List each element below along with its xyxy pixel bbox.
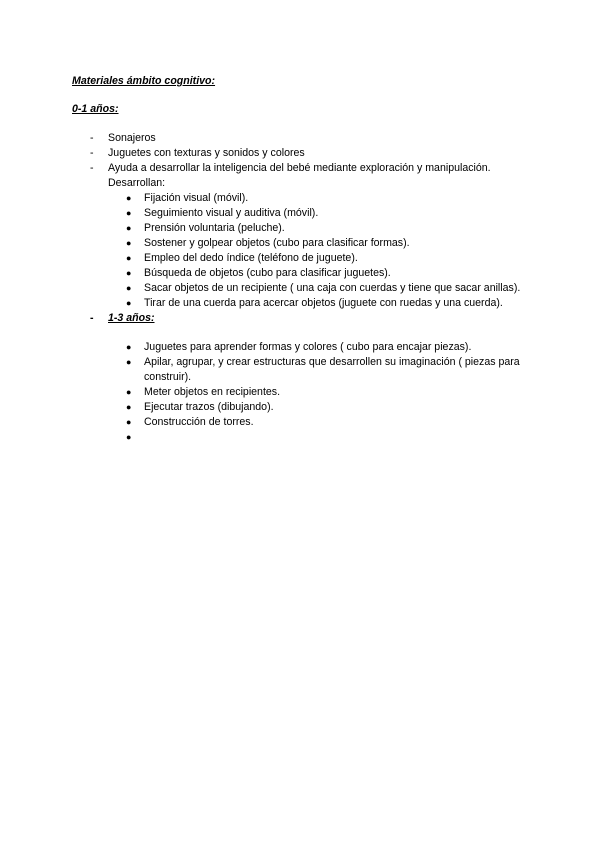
dash-list (90, 131, 530, 445)
bullet-text: Sacar objetos de un recipiente ( una caja con cuerdas y tiene que sacar anillas). (144, 282, 521, 294)
bullet-marker: ● (126, 402, 132, 412)
bullet-marker: ● (126, 387, 132, 397)
bullet-marker: ● (126, 253, 132, 263)
bullet-item (126, 340, 530, 355)
dash-marker: - (90, 147, 94, 159)
dash-marker: - (90, 312, 94, 324)
bullet-item (126, 191, 530, 206)
bullet-text: Meter objetos en recipientes. (144, 386, 281, 398)
bullet-marker: ● (126, 342, 132, 352)
bullet-text: Fijación visual (móvil). (144, 192, 249, 204)
bullet-item (126, 355, 530, 385)
bullet-text: Apilar, agrupar, y crear estructuras que desarrollen su imaginación ( piezas para construir). (144, 356, 520, 383)
list-item (90, 161, 530, 311)
bullet-marker: ● (126, 238, 132, 248)
list-item (90, 311, 530, 445)
bullet-list (108, 340, 530, 445)
bullet-marker: ● (126, 417, 132, 427)
bullet-list (108, 191, 530, 311)
bullet-marker: ● (126, 193, 132, 203)
bullet-item (126, 281, 530, 296)
bullet-item (126, 221, 530, 236)
list-item-text: Sonajeros (108, 132, 156, 144)
bullet-item (126, 296, 530, 311)
bullet-item (126, 251, 530, 266)
bullet-item (126, 430, 530, 445)
bullet-marker: ● (126, 268, 132, 278)
list-item (90, 131, 530, 146)
bullet-marker: ● (126, 298, 132, 308)
bullet-item (126, 206, 530, 221)
list-item-text: Ayuda a desarrollar la inteligencia del bebé mediante exploración y manipulación. Desarrollan: (108, 162, 491, 189)
bullet-item (126, 415, 530, 430)
section-heading-0-1: 0-1 años: (72, 103, 119, 115)
document-title: Materiales ámbito cognitivo: (72, 75, 216, 87)
bullet-item (126, 266, 530, 281)
list-item (90, 146, 530, 161)
bullet-item (126, 385, 530, 400)
bullet-text: Búsqueda de objetos (cubo para clasificar juguetes). (144, 267, 391, 279)
bullet-text: Prensión voluntaria (peluche). (144, 222, 285, 234)
bullet-marker: ● (126, 208, 132, 218)
bullet-marker: ● (126, 357, 132, 367)
spacer (108, 326, 530, 340)
bullet-text (144, 431, 147, 443)
bullet-text: Empleo del dedo índice (teléfono de juguete). (144, 252, 358, 264)
bullet-text: Juguetes para aprender formas y colores ( cubo para encajar piezas). (144, 341, 472, 353)
bullet-marker: ● (126, 432, 132, 442)
bullet-text: Construcción de torres. (144, 416, 254, 428)
bullet-item (126, 236, 530, 251)
bullet-text: Sostener y golpear objetos (cubo para clasificar formas). (144, 237, 410, 249)
dash-marker: - (90, 162, 94, 174)
section-heading-1-3: 1-3 años: (108, 312, 155, 324)
bullet-text: Tirar de una cuerda para acercar objetos (juguete con ruedas y una cuerda). (144, 297, 503, 309)
bullet-item (126, 400, 530, 415)
bullet-marker: ● (126, 223, 132, 233)
bullet-text: Seguimiento visual y auditiva (móvil). (144, 207, 319, 219)
dash-marker: - (90, 132, 94, 144)
list-item-text: Juguetes con texturas y sonidos y colores (108, 147, 305, 159)
bullet-text: Ejecutar trazos (dibujando). (144, 401, 274, 413)
bullet-marker: ● (126, 283, 132, 293)
